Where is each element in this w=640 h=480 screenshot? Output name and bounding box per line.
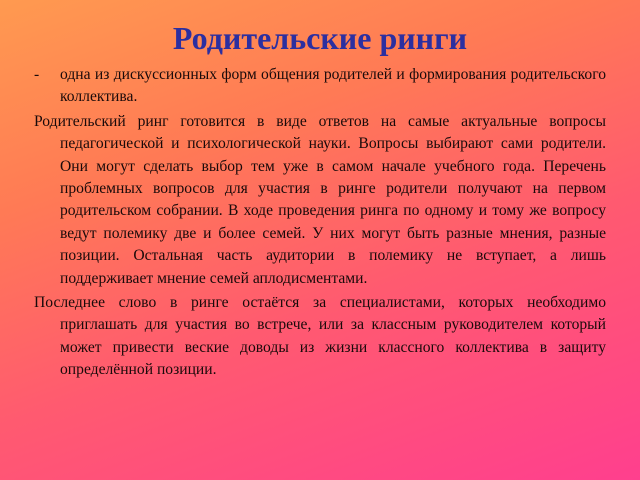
bullet-marker: - [34, 66, 40, 83]
slide-title: Родительские ринги [172, 20, 468, 56]
paragraph-parent-ring: Родительский ринг готовится в виде ответов на самые актуальные вопросы педагогической и психологической науки. Вопросы выбирают сами родители. Они могут сделать выбор тем уже в самом начале учебного года. Перечень проблемных вопросов для участия в ринге родители получают на первом родительском собрании. В ходе проведения ринга по одному и тому же вопросу ведут полемику две и более семей. У них могут быть разные мнения, разные позиции. Остальная часть аудитории в полемику не вступает, а лишь поддерживает мнение семей аплодисментами. [34, 112, 606, 287]
slide-body [34, 64, 606, 384]
paragraph-last-word: Последнее слово в ринге остаётся за специалистами, которых необходимо приглашать для участия во встрече, или за классным руководителем который может привести веские доводы из жизни классного коллектива в защиту определённой позиции. [34, 294, 606, 379]
bullet-text: одна из дискуссионных форм общения родителей и формирования родительского коллектива. [60, 66, 606, 106]
bullet-item [34, 64, 606, 109]
